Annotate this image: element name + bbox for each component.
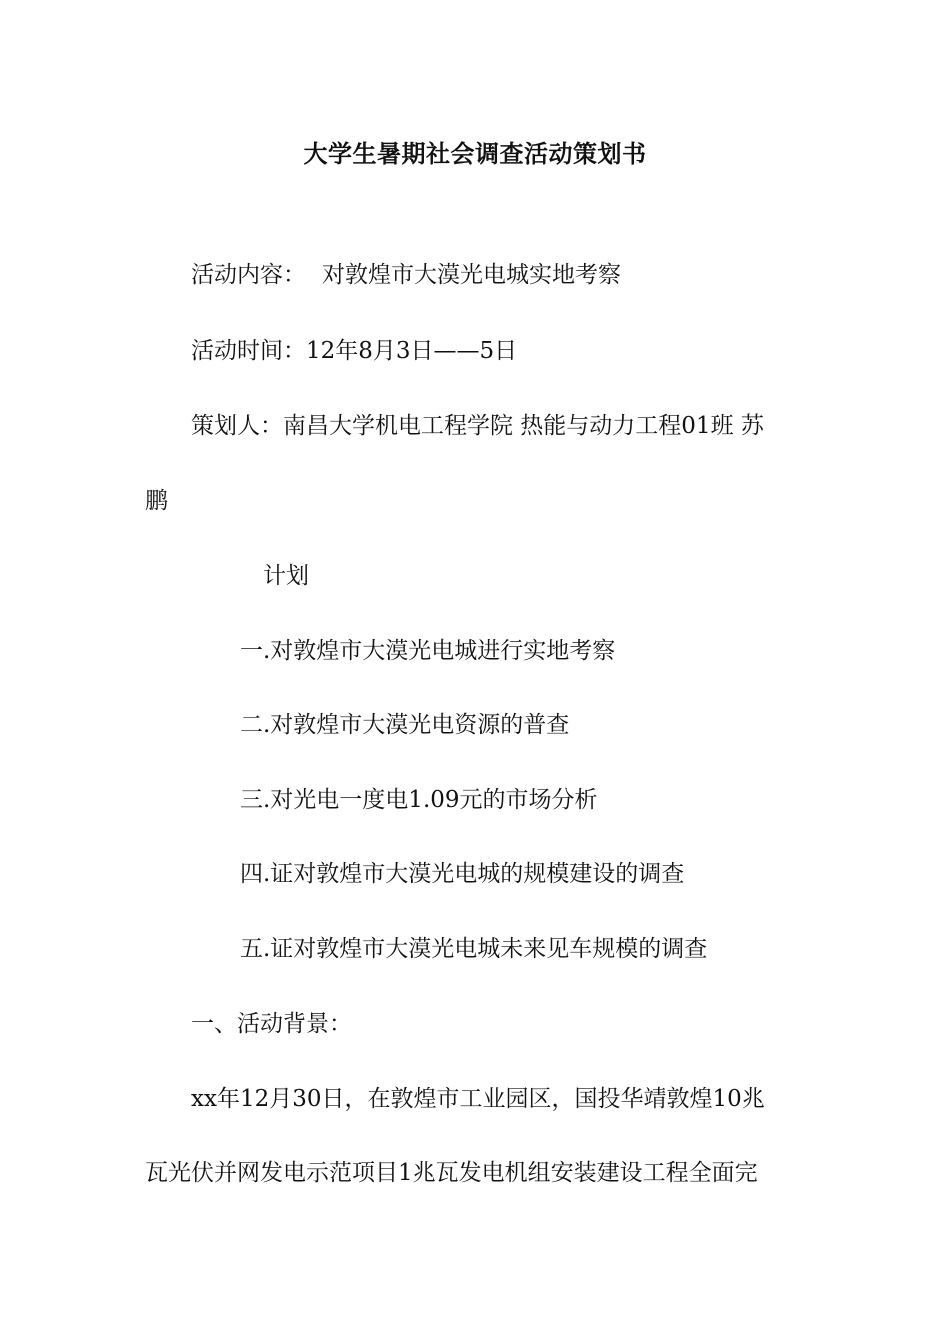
background-heading: 一、活动背景： [191,1011,352,1037]
plan-item: 四.证对敦煌市大漠光电城的规模建设的调查 [240,861,685,887]
plan-item: 一.对敦煌市大漠光电城进行实地考察 [240,638,616,664]
planner-line-wrap: 鹏 [145,488,168,514]
background-paragraph-line: 瓦光伏并网发电示范项目1兆瓦发电机组安装建设工程全面完 [145,1160,758,1186]
plan-heading: 计划 [263,563,309,589]
background-paragraph-line: xx年12月30日，在敦煌市工业园区，国投华靖敦煌10兆 [191,1086,765,1112]
planner-line: 策划人：南昌大学机电工程学院 热能与动力工程01班 苏 [191,413,764,439]
activity-content-line [191,259,621,291]
document-title: 大学生暑期社会调查活动策划书 [303,140,647,168]
plan-item: 二.对敦煌市大漠光电资源的普查 [240,712,570,738]
activity-content-value: 对敦煌市大漠光电城实地考察 [322,262,621,288]
plan-item: 五.证对敦煌市大漠光电城未来见车规模的调查 [240,936,708,962]
plan-item: 三.对光电一度电1.09元的市场分析 [240,787,598,813]
activity-time-line: 活动时间：12年8月3日——5日 [191,338,518,364]
activity-content-label: 活动内容： [191,262,306,288]
